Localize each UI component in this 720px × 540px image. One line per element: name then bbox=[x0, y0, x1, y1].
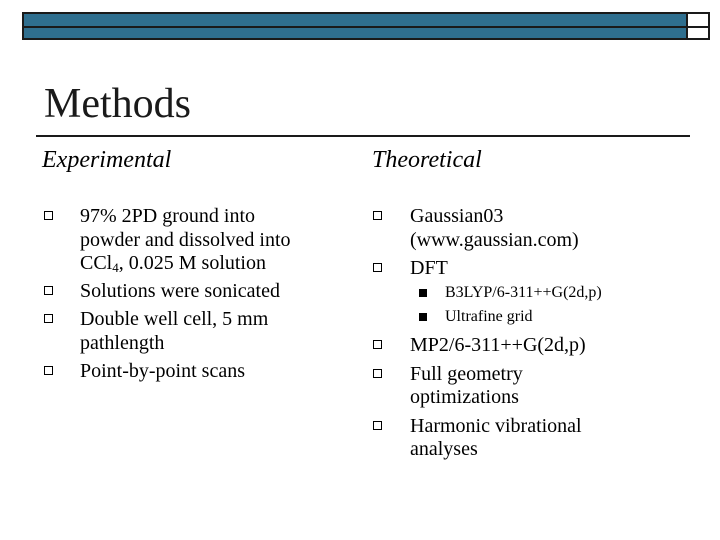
experimental-heading: Experimental bbox=[42, 147, 172, 173]
filled-square-bullet-icon bbox=[419, 289, 427, 297]
square-bullet-icon bbox=[44, 211, 53, 220]
title-underline bbox=[36, 135, 690, 137]
theoretical-item-1-line-1: Gaussian03 bbox=[410, 205, 504, 227]
square-bullet-icon bbox=[373, 421, 382, 430]
theoretical-item-4-line-1: Full geometry bbox=[410, 363, 523, 385]
experimental-item-1-line-3 bbox=[80, 251, 266, 275]
square-bullet-icon bbox=[44, 286, 53, 295]
header-decoration-bar bbox=[22, 12, 710, 40]
theoretical-subitem-2: Ultrafine grid bbox=[445, 308, 533, 325]
theoretical-item-4-line-2: optimizations bbox=[410, 386, 519, 408]
square-bullet-icon bbox=[44, 314, 53, 323]
experimental-item-1-line-2: powder and dissolved into bbox=[80, 229, 291, 251]
header-band-top bbox=[24, 14, 688, 28]
theoretical-item-1-line-2: (www.gaussian.com) bbox=[410, 229, 579, 251]
square-bullet-icon bbox=[44, 366, 53, 375]
theoretical-heading: Theoretical bbox=[372, 147, 482, 173]
square-bullet-icon bbox=[373, 263, 382, 272]
filled-square-bullet-icon bbox=[419, 313, 427, 321]
experimental-item-4-line-1: Point-by-point scans bbox=[80, 360, 245, 382]
formula-suffix: , 0.025 M solution bbox=[118, 252, 266, 274]
experimental-item-3-line-1: Double well cell, 5 mm bbox=[80, 308, 269, 330]
formula-ccl: CCl bbox=[80, 252, 113, 274]
theoretical-item-5-line-1: Harmonic vibrational bbox=[410, 415, 582, 437]
square-bullet-icon bbox=[373, 340, 382, 349]
formula-subscript: 4 bbox=[112, 260, 119, 275]
square-bullet-icon bbox=[373, 369, 382, 378]
theoretical-item-3-line-1: MP2/6-311++G(2d,p) bbox=[410, 334, 586, 356]
square-bullet-icon bbox=[373, 211, 382, 220]
experimental-item-3-line-2: pathlength bbox=[80, 332, 165, 354]
theoretical-item-5-line-2: analyses bbox=[410, 438, 478, 460]
header-band-bottom bbox=[24, 28, 688, 38]
experimental-item-1-line-1: 97% 2PD ground into bbox=[80, 205, 255, 227]
slide-title: Methods bbox=[44, 81, 191, 127]
theoretical-subitem-1: B3LYP/6-311++G(2d,p) bbox=[445, 284, 602, 301]
experimental-item-2-line-1: Solutions were sonicated bbox=[80, 280, 280, 302]
header-corner-box bbox=[686, 14, 708, 38]
theoretical-item-2-line-1: DFT bbox=[410, 257, 448, 279]
